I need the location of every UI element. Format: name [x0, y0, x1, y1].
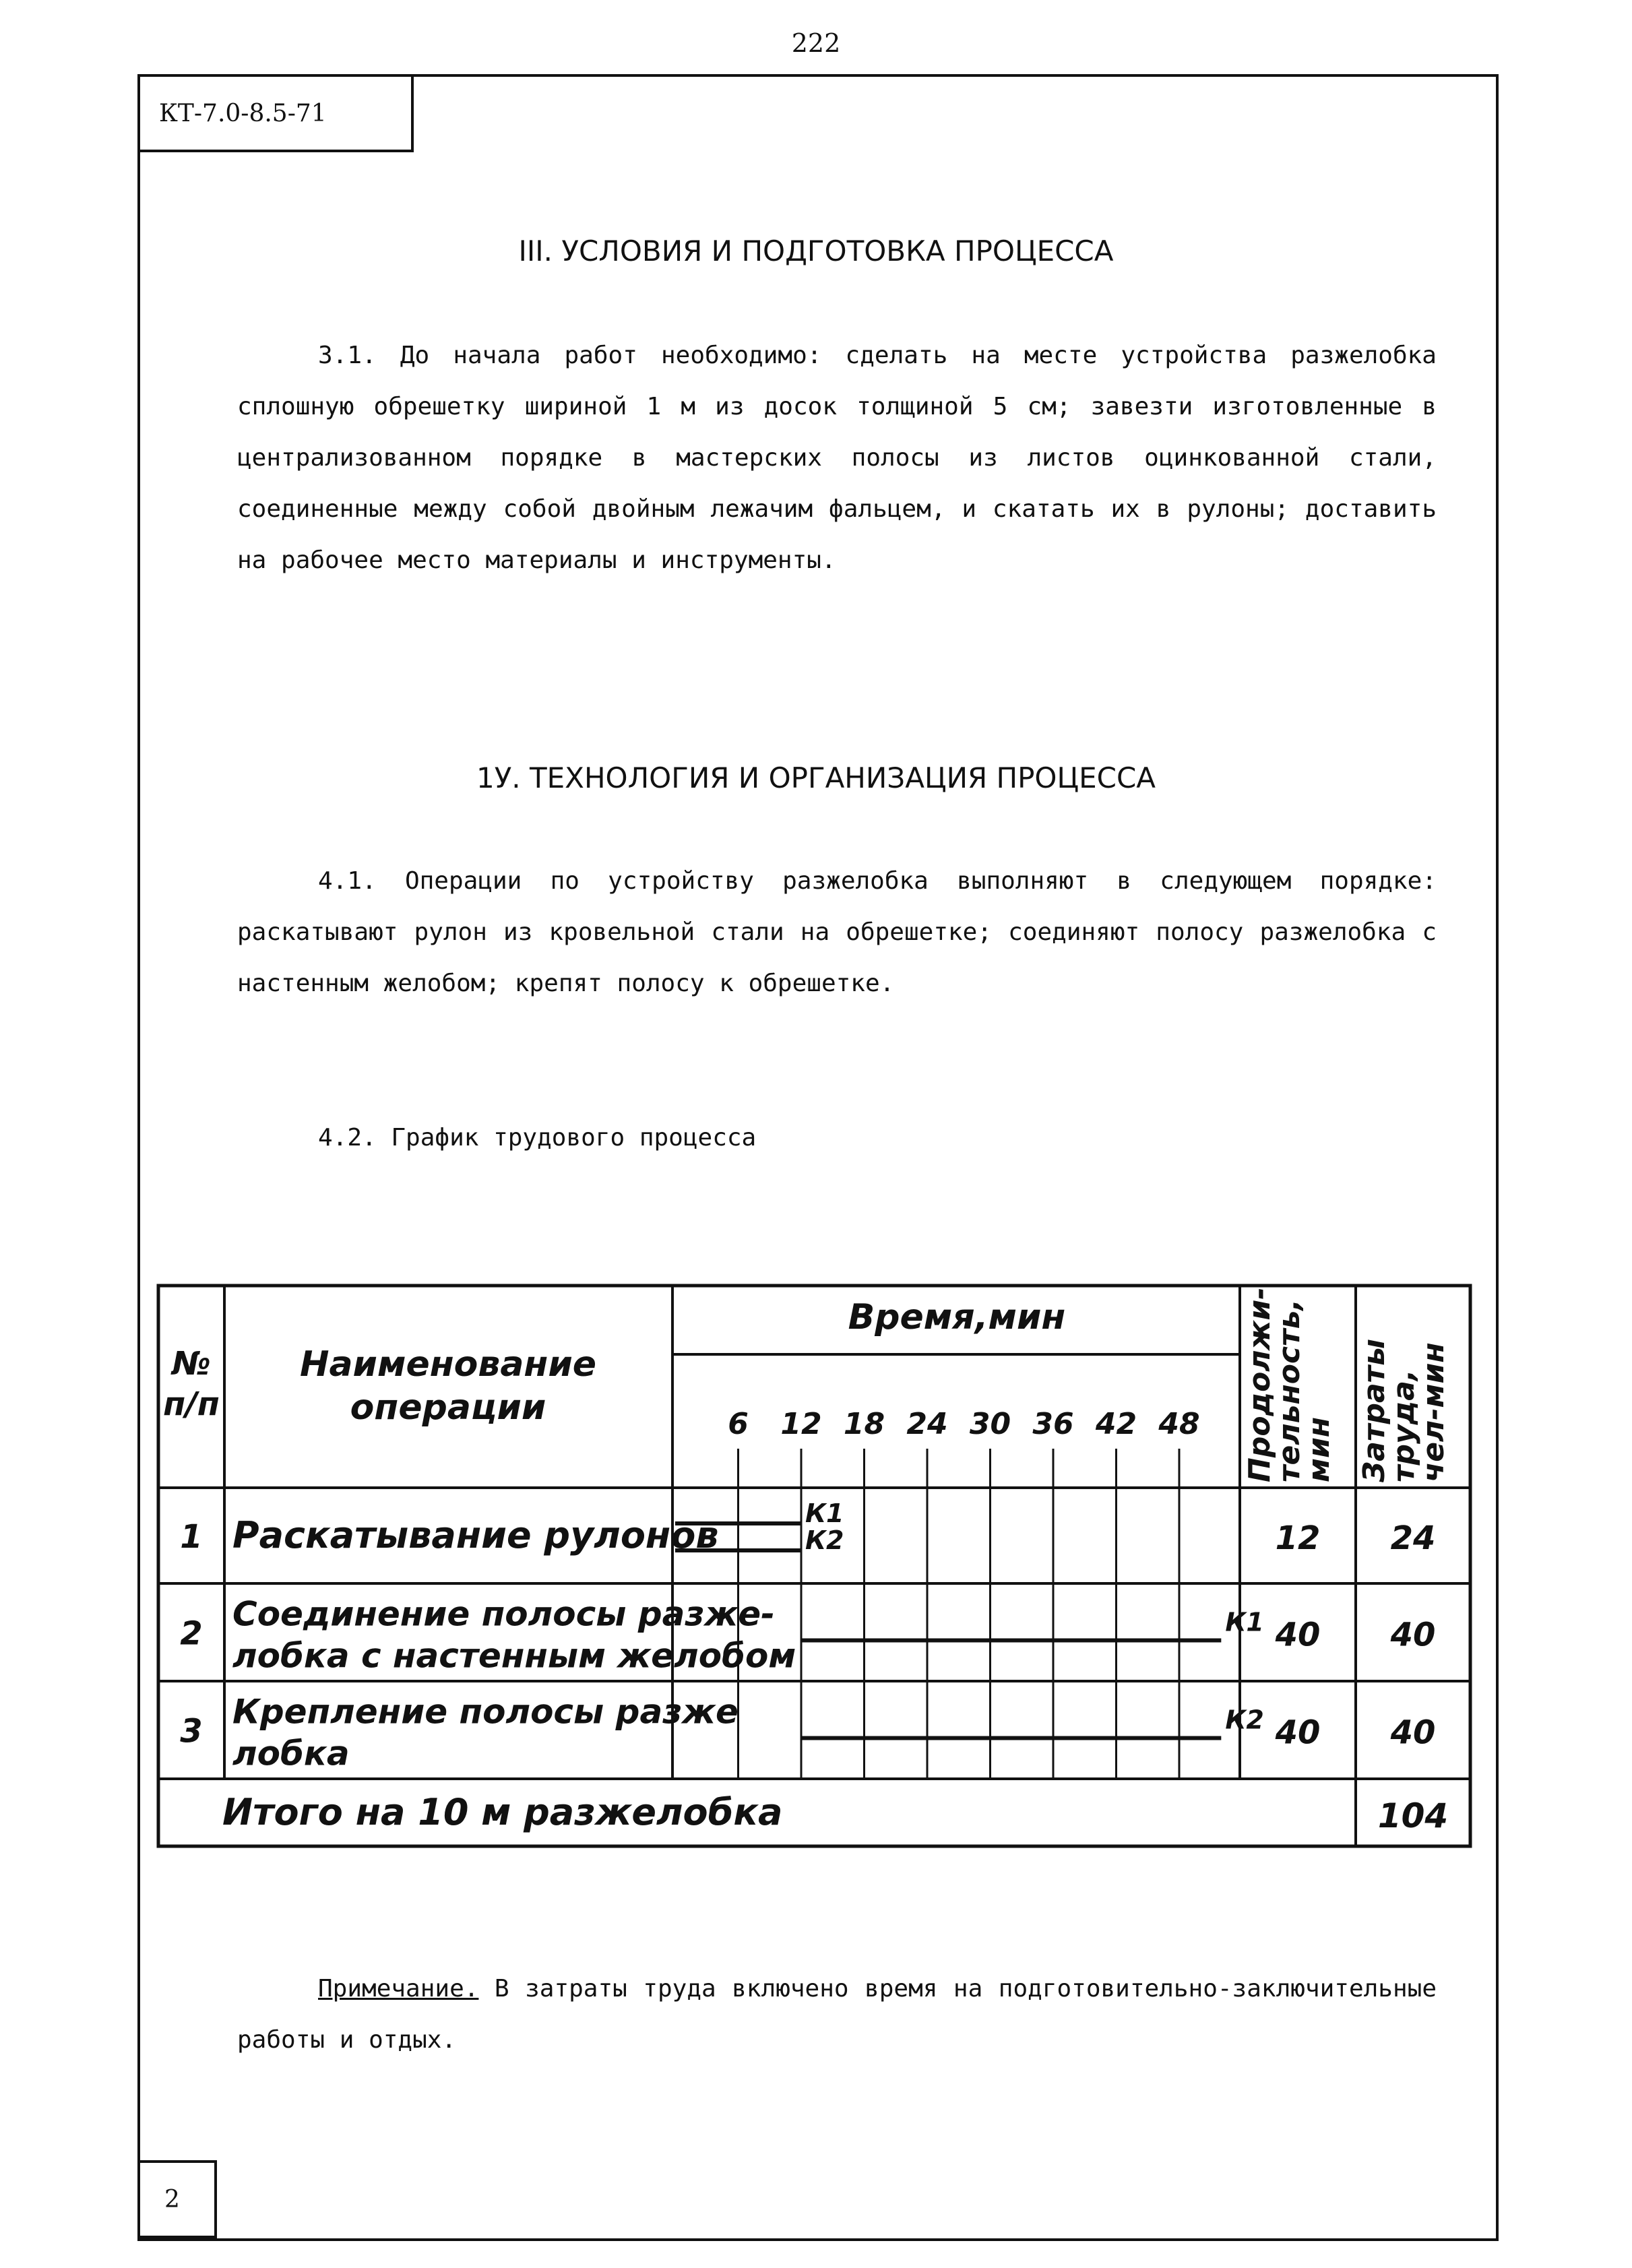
gantt-bar-label: К2 [1225, 1705, 1264, 1735]
time-tick-label: 12 [780, 1407, 822, 1441]
header-labor: Затраты [1357, 1339, 1391, 1482]
header-name: операции [350, 1387, 546, 1428]
row-name: лобка с настенным желобом [232, 1636, 796, 1676]
row-labor: 40 [1390, 1616, 1436, 1654]
gantt-bar-label: К1 [805, 1499, 844, 1528]
time-tick-label: 42 [1095, 1407, 1137, 1441]
time-tick-label: 6 [728, 1407, 749, 1441]
gantt-bar-label: К1 [1225, 1607, 1264, 1637]
header-duration: Продолжи- [1243, 1287, 1277, 1482]
section3-heading: III. УСЛОВИЯ И ПОДГОТОВКА ПРОЦЕССА [518, 234, 1114, 267]
row-duration: 40 [1275, 1713, 1321, 1752]
header-num: п/п [163, 1385, 220, 1423]
row-labor: 24 [1390, 1519, 1436, 1557]
row-name: Крепление полосы разже [232, 1692, 739, 1732]
header-labor: труда, [1387, 1369, 1421, 1482]
time-tick-label: 36 [1032, 1407, 1074, 1441]
row-labor: 40 [1390, 1713, 1436, 1752]
note-label: Примечание. [318, 1975, 479, 2003]
row-name: Соединение полосы разже- [232, 1594, 775, 1634]
row-name: лобка [232, 1734, 350, 1773]
gantt-bar-label: К2 [805, 1525, 844, 1555]
header-duration: тельность, [1272, 1298, 1307, 1482]
row-name: Раскатывание рулонов [232, 1514, 719, 1556]
time-tick-label: 24 [906, 1407, 948, 1441]
section4-text: Операции по устройству разжелобка выполняют в следующем порядке: раскатывают рулон из кровельной стали на обрешетке; соединяют полосу разжелобка с настенным желобом; крепят полосу к обрешетке. [237, 867, 1437, 997]
note-text: В затраты труда включено время на подготовительно-заключительные работы и отдых. [237, 1975, 1437, 2054]
section3-num: 3.1. [318, 342, 377, 369]
header-name: Наименование [299, 1344, 597, 1385]
row-num: 3 [180, 1712, 203, 1751]
document-code: КТ-7.0-8.5-71 [137, 74, 414, 152]
total-labor: 104 [1377, 1796, 1449, 1835]
note [237, 1963, 1437, 2066]
time-tick-label: 48 [1158, 1407, 1200, 1441]
page-number: 222 [791, 28, 841, 58]
header-labor: чел-мин [1416, 1342, 1451, 1482]
section4-heading: 1У. ТЕХНОЛОГИЯ И ОРГАНИЗАЦИЯ ПРОЦЕССА [476, 761, 1156, 794]
section4-num: 4.1. [318, 867, 377, 895]
time-tick-label: 30 [969, 1407, 1011, 1441]
schedule-caption: 4.2. График трудового процесса [318, 1124, 757, 1152]
row-duration: 12 [1275, 1519, 1321, 1557]
header-num: № [172, 1345, 211, 1383]
row-num: 1 [180, 1518, 203, 1556]
header-duration: мин [1302, 1416, 1336, 1482]
row-duration: 40 [1275, 1616, 1321, 1654]
header-time: Время,мин [848, 1297, 1066, 1337]
total-label: Итого на 10 м разжелобка [222, 1791, 783, 1833]
row-num: 2 [180, 1614, 203, 1653]
section3-text: До начала работ необходимо: сделать на месте устройства разжелобка сплошную обрешетку шириной 1 м из досок толщиной 5 см; завезти изготовленные в централизованном порядке в мастерских полосы из листов оцинкованной стали, соединенные между собой двойным лежачим фальцем, и скатать их в рулоны; доставить на рабочее место материалы и инструменты. [237, 342, 1437, 574]
time-tick-label: 18 [843, 1407, 885, 1441]
sheet-number: 2 [137, 2160, 217, 2238]
